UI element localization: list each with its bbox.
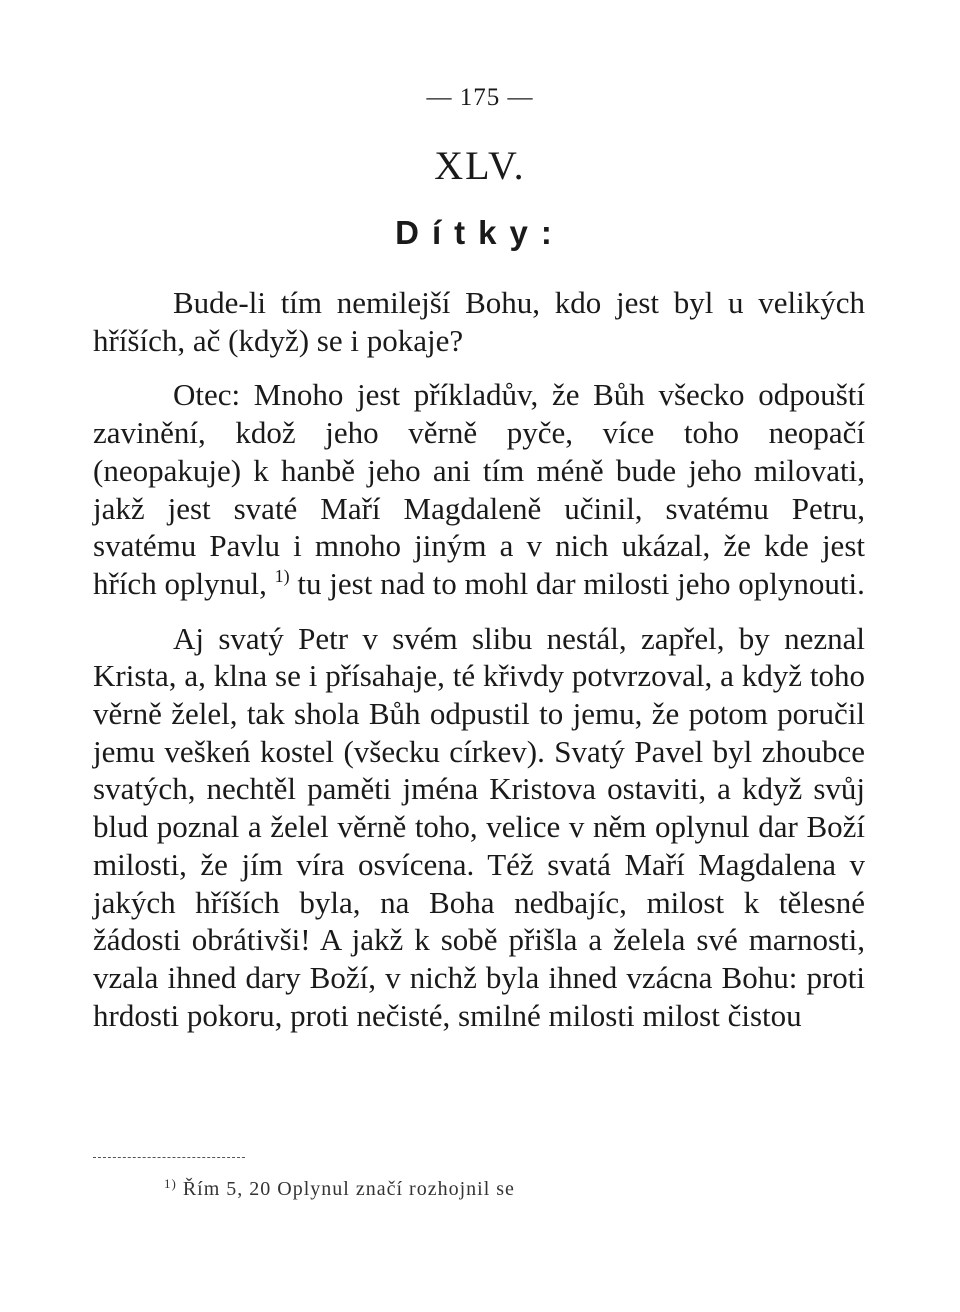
speaker-heading: Dítky:	[395, 214, 565, 251]
page-number: — 175 —	[426, 84, 534, 111]
body-paragraph: Aj svatý Petr v svém slibu nestál, zapřel, by neznal Krista, a, klna se i přísahaje, té křivdy potvrzoval, a když toho věrně želel, tak shola Bůh odpustil to jemu, že potom poručil jemu veškeń kostel (všecku církev). Svatý Pavel byl zhoubce svatých, nechtěl paměti jména Kristova ostaviti, a když svůj blud poznal a želel věrně toho, velice v něm oplynul dar Boží milosti, že jím víra osvícena. Též svatá Maří Magdalena v jakých hříších byla, na Boha nedbajíc, milost k tělesné žádosti obrátivši! A jakž k sobě přišla a želela své marnosti, vzala ihned dary Boží, v nichž byla ihned vzácna Bohu: proti hrdosti pokoru, proti nečisté, smilné milosti milost čistou	[93, 620, 865, 1033]
footnote-reference: 1)	[274, 565, 290, 586]
answer-text-end: tu jest nad to mohl dar milosti jeho oplynouti.	[297, 565, 865, 601]
answer-paragraph	[93, 376, 865, 602]
chapter-heading: XLV.	[434, 143, 526, 188]
answer-text: Otec: Mnoho jest příkladův, že Bůh všecko odpouští zavinění, kdož jeho věrně pyče, více toho neopačí (neopakuje) k hanbě jeho ani tím méně bude jeho milovati, jakž jest svaté Maří Magdaleně učinil, svatému Petru, svatému Pavlu i mnoho jiným a v nich ukázal, že kde jest hřích oplynul,	[93, 377, 865, 601]
footnote-divider	[93, 1157, 245, 1158]
body-text	[93, 284, 865, 1034]
footnote-mark: 1)	[164, 1176, 177, 1191]
footnote-text: Řím 5, 20 Oplynul značí rozhojnil se	[182, 1178, 515, 1200]
question-paragraph: Bude-li tím nemilejší Bohu, kdo jest byl u velikých hříších, ač (když) se i pokaje?	[93, 285, 865, 358]
footnote	[164, 1178, 515, 1201]
